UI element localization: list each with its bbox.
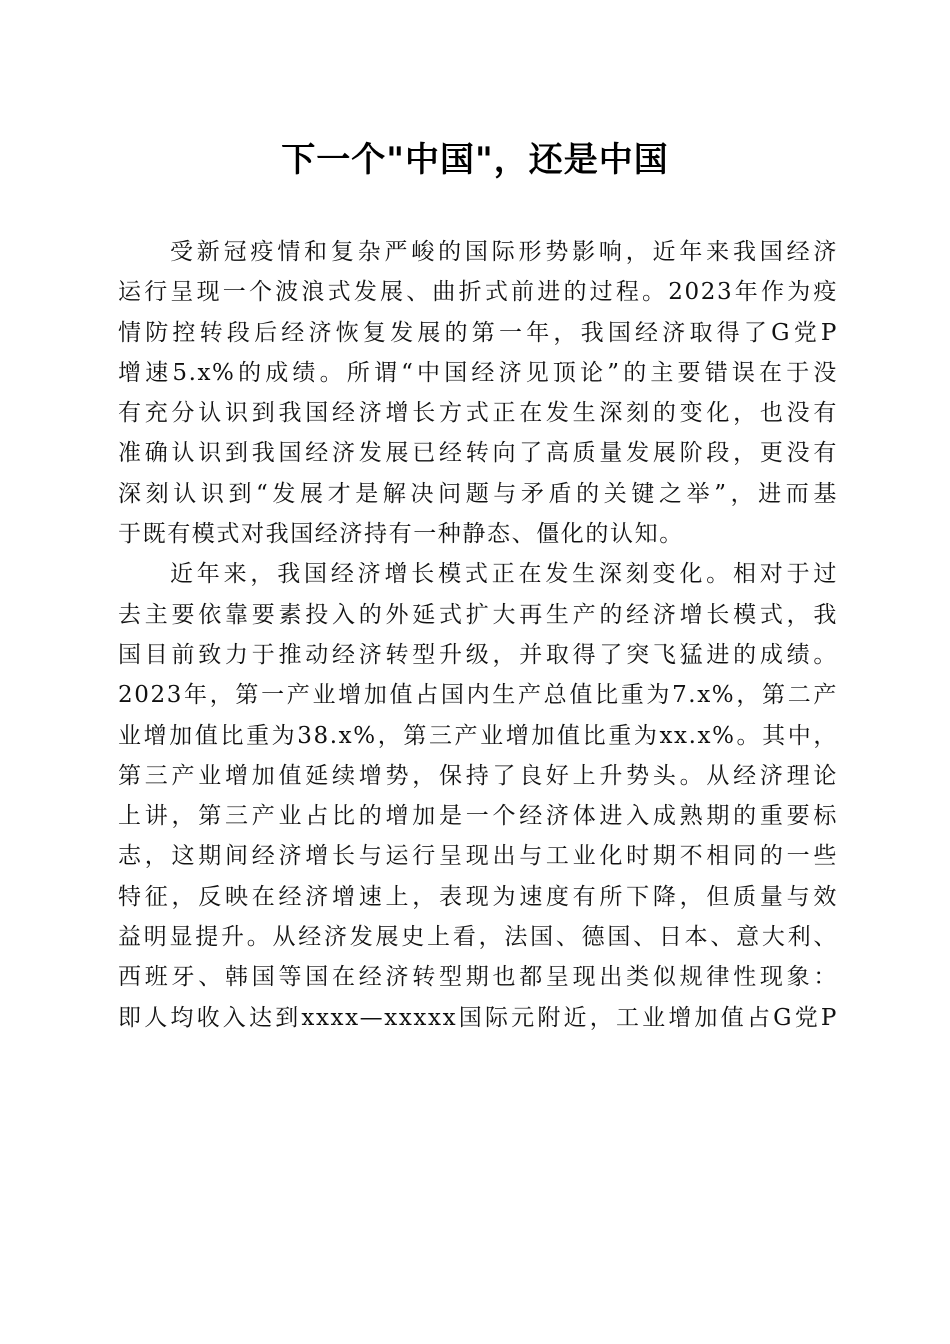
text-line: 志，这期间经济增长与运行呈现出与工业化时期不相同的一些 [118,843,838,870]
text-line: 准确认识到我国经济发展已经转向了高质量发展阶段，更没有 [118,440,838,467]
text-line: 第三产业增加值延续增势，保持了良好上升势头。从经济理论 [118,762,838,789]
text-line: 西班牙、韩国等国在经济转型期也都呈现出类似规律性现象： [118,964,838,991]
text-line: 业增加值比重为38.x%，第三产业增加值比重为xx.x%。其中， [118,722,838,749]
document-body [118,232,838,1038]
text-line: 去主要依靠要素投入的外延式扩大再生产的经济增长模式，我 [118,601,838,628]
text-line: 上讲，第三产业占比的增加是一个经济体进入成熟期的重要标 [118,803,838,830]
text-line: 情防控转段后经济恢复发展的第一年，我国经济取得了G党P [118,319,838,346]
text-line: 特征，反映在经济增速上，表现为速度有所下降，但质量与效 [118,883,838,910]
text-line: 益明显提升。从经济发展史上看，法国、德国、日本、意大利、 [118,924,838,951]
text-line: 2023年，第一产业增加值占国内生产总值比重为7.x%，第二产 [118,682,838,709]
text-line: 国目前致力于推动经济转型升级，并取得了突飞猛进的成绩。 [118,641,838,668]
text-line: 运行呈现一个波浪式发展、曲折式前进的过程。2023年作为疫 [118,279,838,306]
text-line: 于既有模式对我国经济持有一种静态、僵化的认知。 [118,521,684,548]
text-line: 受新冠疫情和复杂严峻的国际形势影响，近年来我国经济 [170,239,838,265]
paragraph-2 [118,554,838,1038]
text-line: 深刻认识到“发展才是解决问题与矛盾的关键之举”，进而基 [118,480,838,507]
document-title: 下一个"中国"，还是中国 [281,140,669,180]
paragraph-1 [118,232,838,554]
text-line: 增速5.x%的成绩。所谓“中国经济见顶论”的主要错误在于没 [118,359,838,386]
text-line: 近年来，我国经济增长模式正在发生深刻变化。相对于过 [170,561,838,588]
text-line: 有充分认识到我国经济增长方式正在发生深刻的变化，也没有 [118,400,838,427]
text-line: 即人均收入达到xxxx—xxxxx国际元附近，工业增加值占G党P [118,1004,838,1031]
